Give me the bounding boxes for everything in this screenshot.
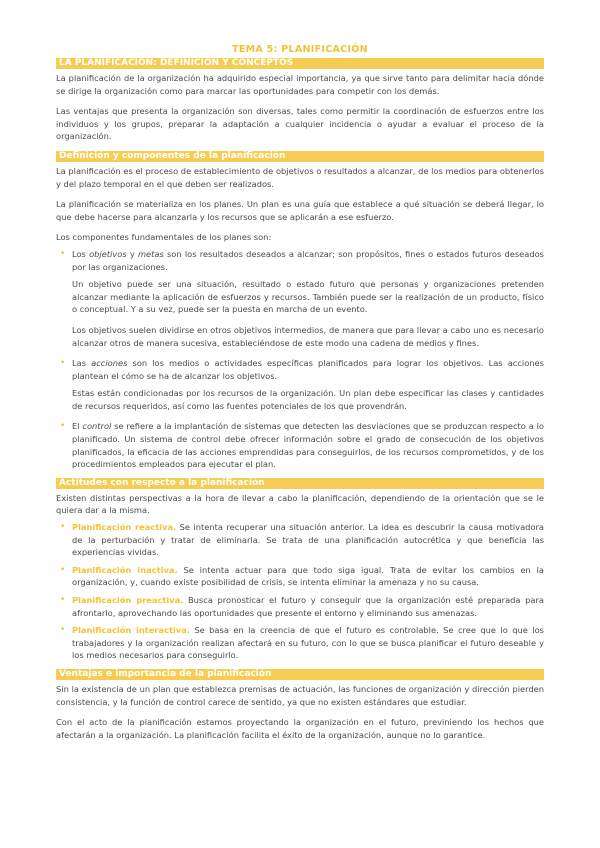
list-item xyxy=(56,521,544,559)
text-run: son los resultados deseados a alcanzar; son propósitos, fines o estados futuros deseados por las organizaciones. xyxy=(72,248,545,272)
section-header-definicion-componentes: Definición y componentes de la planificación xyxy=(56,151,544,162)
list-item xyxy=(56,420,544,470)
bullet-icon: • xyxy=(60,595,66,605)
text-run: Las xyxy=(72,358,92,369)
highlight-term: Planificación reactiva. xyxy=(72,522,177,533)
list-item xyxy=(56,248,544,273)
text-run: y xyxy=(126,248,138,259)
emphasis-objetivos: objetivos xyxy=(89,248,127,259)
paragraph: Sin la existencia de un plan que establezca premisas de actuación, las funciones de organización y dirección pierden consistencia, y la función de control carece de sentido, ya que no existen estándares que estudiar. xyxy=(56,683,544,707)
components-list xyxy=(56,420,544,470)
bullet-icon: • xyxy=(60,421,66,432)
bullet-icon: • xyxy=(60,248,66,259)
emphasis-control: control xyxy=(82,421,112,432)
paragraph: Existen distintas perspectivas a la hora de llevar a cabo la planificación, dependiendo de la orientación que se le quiera dar a la misma. xyxy=(56,492,544,516)
bullet-icon: • xyxy=(60,564,66,575)
list-item xyxy=(56,564,544,589)
section-header-definicion-conceptos: LA PLANIFICACIÓN: DEFINICIÓN Y CONCEPTOS xyxy=(56,58,544,69)
highlight-term: Planificación inactiva. xyxy=(72,564,178,575)
indented-paragraph: Los objetivos suelen dividirse en otros objetivos intermedios, de manera que para llevar a cabo uno es necesario alcanzar otros de manera sucesiva, estableciéndose de este modo una cadena de medios y fines. xyxy=(72,324,544,348)
indented-paragraph: Un objetivo puede ser una situación, resultado o estado futuro que personas y organizaciones pretenden alcanzar mediante la aplicación de esfuerzos y recursos. También puede ser la realización de un producto, físico o conceptual. Y a su vez, puede ser la puesta en marcha de un evento. xyxy=(72,279,544,315)
paragraph: Con el acto de la planificación estamos proyectando la organización en el futuro, previniendo los hechos que afectarán a la organización. La planificación facilita el éxito de la organización, aunque no lo garantice. xyxy=(56,717,544,740)
list-item xyxy=(56,357,544,382)
list-item xyxy=(56,624,544,662)
text-run: Se intenta recuperar una situación anterior. La idea es descubrir la causa motivadora de la perturbación y tratar de eliminarla. Se trata de una planificación autocrética y que beneficia las experiencias vividas. xyxy=(72,522,544,558)
components-list xyxy=(56,248,544,273)
components-list xyxy=(56,357,544,382)
bullet-icon: • xyxy=(60,522,66,533)
attitudes-list xyxy=(56,521,544,662)
text-run: El xyxy=(72,421,83,432)
paragraph: La planificación de la organización ha adquirido especial importancia, ya que sirve tanto para delimitar hacia dónde se dirige la organización como para marcar las oportunidades para competir con los demás. xyxy=(56,73,544,96)
list-item xyxy=(56,594,544,619)
highlight-term: Planificación interactiva. xyxy=(72,625,190,636)
emphasis-metas: metas xyxy=(137,248,164,259)
document-title: TEMA 5: PLANIFICACIÓN xyxy=(232,44,368,55)
indented-paragraph: Estas están condicionadas por los recursos de la organización. Un plan debe especificar las clases y cantidades de recursos requeridos, así como las fuentes potenciales de los que provendrán. xyxy=(72,388,544,411)
section-header-actitudes: Actitudes con respecto a la planificación xyxy=(56,478,544,489)
text-run: se refiere a la implantación de sistemas que detecten las desviaciones que se produzcan respecto a lo planificado. Un sistema de control debe ofrecer información sobre el grado de consecución de los objetivos planificados, la eficacia de las acciones emprendidas para conseguirlos, de los recursos comprometidos, y de los procedimientos empleados para ejecutar el plan. xyxy=(72,421,544,470)
text-run: Se basa en la creencia de que el futuro es controlable. Se cree que lo que los trabajadores y la organización realizan afectará en su futuro, con lo que se busca planificar el futuro deseable y los medios necesarios para conseguirlo. xyxy=(72,625,544,661)
paragraph: La planificación se materializa en los planes. Un plan es una guía que establece a qué situación se deberá llegar, lo que debe hacerse para alcanzarla y los recursos que se aplicarán a ese esfuerzo. xyxy=(56,199,544,222)
emphasis-acciones: acciones xyxy=(91,358,128,369)
text-run: son los medios o actividades específicas planificados para lograr los objetivos. Las acciones plantean el cómo se ha de alcanzar los objetivos. xyxy=(72,358,544,381)
bullet-icon: • xyxy=(60,625,66,636)
section-header-ventajas: Ventajas e importancia de la planificación xyxy=(56,669,544,680)
bullet-icon: • xyxy=(60,358,66,369)
text-run: Los xyxy=(72,248,90,259)
highlight-term: Planificación preactiva. xyxy=(72,595,184,605)
text-run: Busca pronosticar el futuro y conseguir que la organización esté preparada para afrontarlo, aprovechando las oportunidades que presente el entorno y eliminando sus amenazas. xyxy=(72,595,544,618)
text-run: Se intenta actuar para que todo siga igual. Trata de evitar los cambios en la organización, y, cuando existe posibilidad de crisis, se intenta eliminar la amenaza y no su causa. xyxy=(72,564,544,588)
paragraph: La planificación es el proceso de establecimiento de objetivos o resultados a alcanzar, de los medios para obtenerlos y del plazo temporal en el que deben ser realizados. xyxy=(56,165,544,189)
paragraph: Las ventajas que presenta la organización son diversas, tales como permitir la coordinación de esfuerzos entre los individuos y los grupos, preparar la adaptación a cualquier incidencia o ayudar a evaluar el proceso de la organización. xyxy=(56,106,544,142)
paragraph: Los componentes fundamentales de los planes son: xyxy=(56,232,272,243)
